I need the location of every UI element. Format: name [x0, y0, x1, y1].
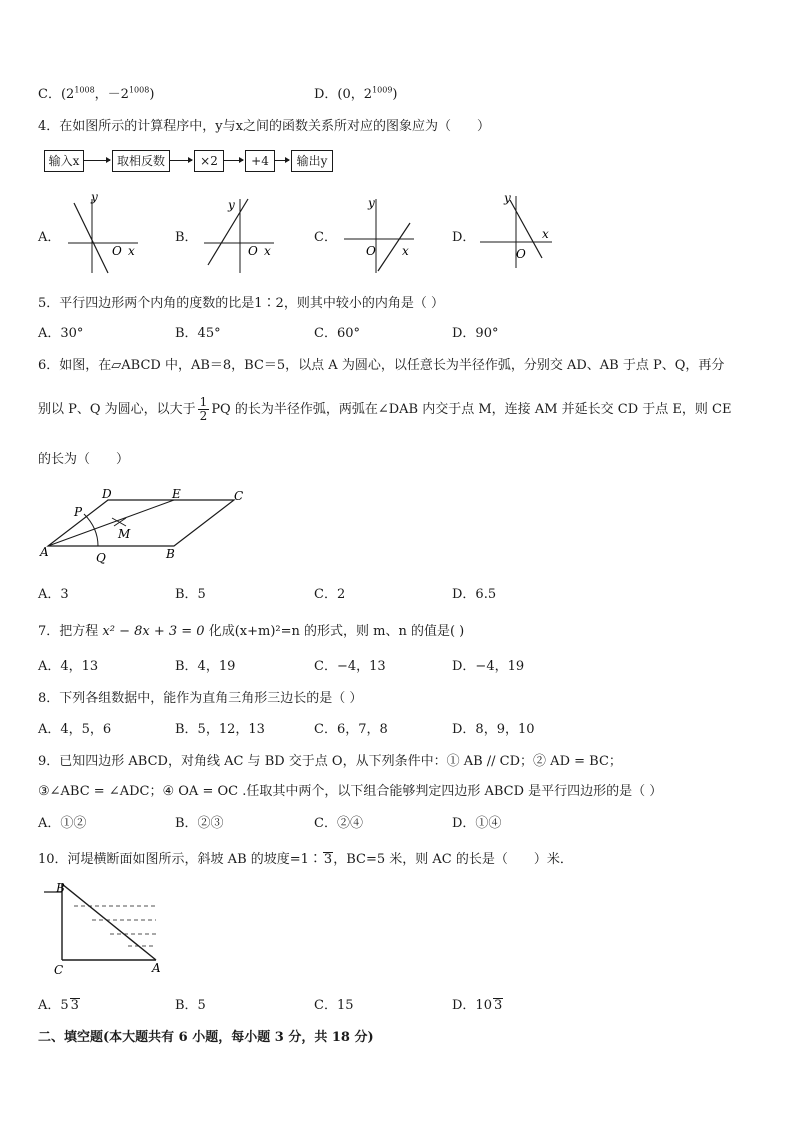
fraction-half: $\frac{1}{2}$ [199, 395, 208, 423]
q6-option-b: B．5 [175, 587, 206, 602]
q8-option-b: B．5，12，13 [175, 722, 265, 737]
q4-graph-d [476, 188, 560, 270]
q10-option-a: A．5 3 [38, 998, 79, 1013]
q10-embankment-figure [40, 878, 176, 976]
q6-option-c: C．2 [314, 587, 346, 602]
svg-text:x: x [402, 244, 409, 258]
q10-option-c: C．15 [314, 998, 354, 1013]
q8-stem: 8．下列各组数据中，能作为直角三角形三边长的是（ ） [38, 691, 363, 706]
svg-text:y: y [504, 191, 511, 205]
q5-option-a: A．30° [38, 326, 84, 341]
flow-box-input: 输入x [44, 150, 84, 172]
q6-stem-line1: 6．如图，在▱ABCD 中，AB＝8，BC＝5，以点 A 为圆心，以任意长为半径作弧，分别交 AD、AB 于点 P、Q，再分 [38, 358, 725, 373]
q9-option-d: D．①④ [452, 816, 502, 831]
q7-option-c: C．−4，13 [314, 659, 386, 674]
axis-o-label: O [112, 244, 122, 258]
svg-text:O: O [248, 244, 258, 258]
q10-stem: 10．河堤横断面如图所示，斜坡 AB 的坡度=1∶ 3，BC=5 米，则 AC 的长是（ ）米． [38, 852, 573, 867]
q3-option-c: C．($2^{1008}$，$-2^{1008}$) [38, 85, 155, 102]
q4-graph-c [338, 193, 422, 275]
q10-option-b: B．5 [175, 998, 206, 1013]
flow-box-negate: 取相反数 [112, 150, 170, 172]
label-b: B [166, 547, 175, 561]
q4-graph-a [62, 193, 146, 275]
flow-box-output: 输出y [291, 150, 333, 172]
q5-option-d: D．90° [452, 326, 499, 341]
q10-option-d: D．10 3 [452, 998, 503, 1013]
label-a: A [40, 545, 49, 559]
q7-stem: 7．把方程 x² − 8x + 3 = 0 化成(x+m)²=n 的形式，则 m、n 的值是( ) [38, 624, 465, 639]
section-2-title: 二、填空题(本大题共有 6 小题，每小题 3 分，共 18 分) [38, 1030, 374, 1045]
flow-arrow [224, 160, 243, 161]
q9-option-b: B．②③ [175, 816, 224, 831]
q4-graph-b [198, 193, 282, 275]
q7-option-a: A．4，13 [38, 659, 99, 674]
q6-parallelogram-figure [38, 484, 258, 568]
q8-option-a: A．4，5，6 [38, 722, 112, 737]
flow-box-times2: ×2 [194, 150, 224, 172]
q6-option-d: D．6.5 [452, 587, 497, 602]
flow-arrow [170, 160, 192, 161]
q5-option-c: C．60° [314, 326, 360, 341]
q4-option-a-label: A． [38, 230, 61, 245]
svg-text:x: x [264, 244, 271, 258]
q4-option-b-label: B． [175, 230, 198, 245]
label-a: A [152, 961, 161, 975]
q9-option-a: A．①② [38, 816, 87, 831]
q7-option-b: B．4，19 [175, 659, 236, 674]
flow-arrow [275, 160, 289, 161]
label-m: M [118, 527, 131, 541]
axis-y-label: y [91, 193, 98, 204]
q9-stem-line1: 9．已知四边形 ABCD，对角线 AC 与 BD 交于点 O，从下列条件中：① AB // CD；② AD = BC； [38, 754, 622, 769]
label-c: C [54, 963, 64, 976]
label-b: B [56, 881, 65, 895]
q6-stem-line2: 别以 P、Q 为圆心，以大于 $\frac{1}{2}$ PQ 的长为半径作弧，两弧在∠DAB 内交于点 M，连接 AM 并延长交 CD 于点 E，则 CE [38, 395, 732, 423]
sqrt-3: 3 [323, 852, 333, 867]
label-c: C [234, 489, 244, 503]
label-p: P [74, 505, 83, 519]
q7-option-d: D．−4，19 [452, 659, 525, 674]
label-q: Q [96, 551, 106, 565]
q9-stem-line2: ③∠ABC = ∠ADC；④ OA = OC .任取其中两个，以下组合能够判定四边形 ABCD 是平行四边形的是（ ） [38, 784, 663, 799]
q4-stem: 4．在如图所示的计算程序中，y与x之间的函数关系所对应的图象应为（ ） [38, 119, 490, 134]
label-d: D [102, 487, 112, 501]
q9-option-c: C．②④ [314, 816, 363, 831]
q5-stem: 5．平行四边形两个内角的度数的比是1∶2，则其中较小的内角是（ ） [38, 296, 444, 311]
q4-option-c-label: C． [314, 230, 337, 245]
q3-option-d: D．(0，$2^{1009}$) [314, 85, 398, 102]
q4-option-d-label: D． [452, 230, 476, 245]
q6-stem-line3: 的长为（ ） [38, 452, 130, 467]
q6-option-a: A．3 [38, 587, 69, 602]
label-e: E [172, 487, 181, 501]
axis-x-label: x [128, 244, 135, 258]
svg-text:y: y [228, 198, 235, 212]
q8-option-c: C．6，7，8 [314, 722, 388, 737]
svg-text:y: y [368, 196, 375, 210]
flow-box-plus4: +4 [245, 150, 275, 172]
q5-option-b: B．45° [175, 326, 221, 341]
svg-text:x: x [542, 227, 549, 241]
svg-text:O: O [516, 247, 526, 261]
flow-arrow [84, 160, 110, 161]
svg-text:O: O [366, 244, 376, 258]
q7-equation: x² − 8x + 3 = 0 [102, 624, 205, 639]
q8-option-d: D．8，9，10 [452, 722, 535, 737]
